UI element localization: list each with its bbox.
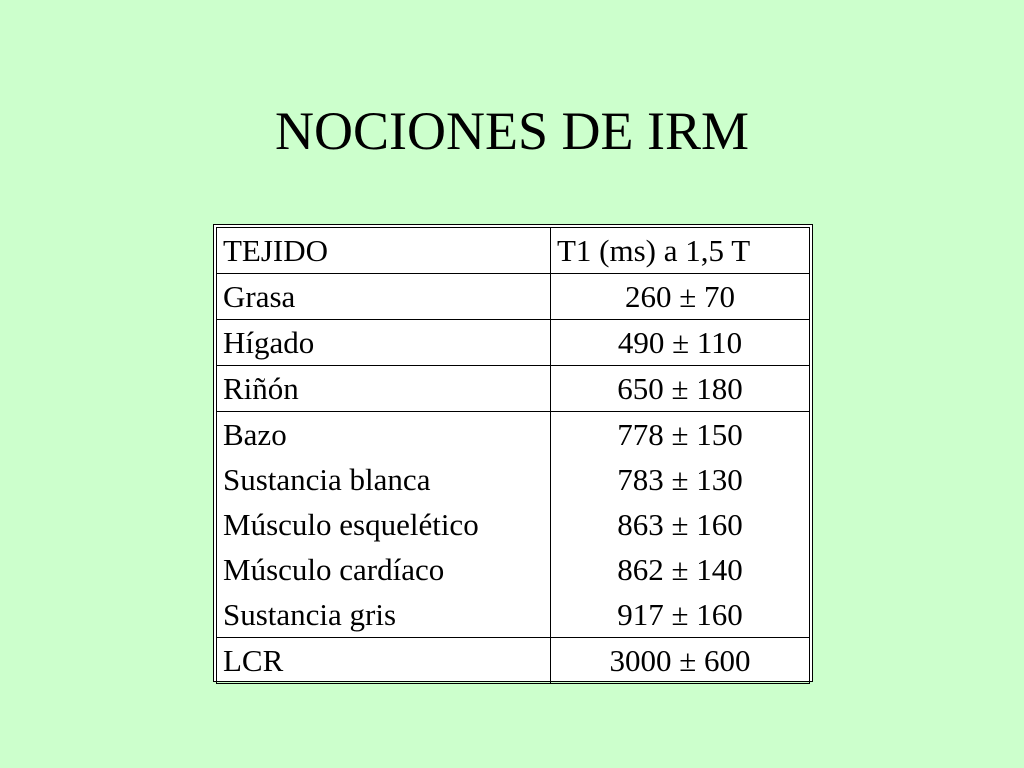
- table-row: [217, 320, 810, 366]
- t1-value: 650 ± 180: [617, 371, 743, 406]
- tissue-cell: [217, 638, 551, 684]
- tissue-cell: [217, 412, 551, 638]
- tissue-cell: [217, 320, 551, 366]
- t1-table-frame: [213, 224, 813, 682]
- value-cell: [551, 412, 810, 638]
- tissue-name: Sustancia gris: [223, 597, 397, 632]
- t1-value: 260 ± 70: [624, 279, 735, 314]
- table-row: [217, 366, 810, 412]
- tissue-name: Bazo: [223, 417, 287, 452]
- t1-value: 490 ± 110: [617, 325, 743, 360]
- tissue-name: Sustancia blanca: [223, 462, 431, 497]
- table-row: [217, 638, 810, 684]
- t1-value: 783 ± 130: [617, 462, 743, 497]
- tissue-name: Músculo cardíaco: [223, 552, 445, 587]
- table-row-group: [217, 412, 810, 638]
- tissue-name: Músculo esquelético: [223, 507, 479, 542]
- t1-value: 917 ± 160: [617, 597, 743, 632]
- value-cell: [551, 366, 810, 412]
- tissue-name: LCR: [223, 643, 284, 678]
- table-row: [217, 274, 810, 320]
- slide-title: NOCIONES DE IRM: [274, 101, 749, 161]
- t1-relaxation-table: [216, 227, 810, 684]
- t1-value: 863 ± 160: [617, 507, 743, 542]
- t1-value: 778 ± 150: [617, 417, 743, 452]
- t1-value: 3000 ± 600: [609, 643, 751, 678]
- tissue-name: Riñón: [223, 371, 299, 406]
- value-cell: [551, 320, 810, 366]
- value-cell: [551, 274, 810, 320]
- header-t1: T1 (ms) a 1,5 T: [551, 228, 810, 274]
- tissue-name: Grasa: [223, 279, 296, 314]
- tissue-name: Hígado: [223, 325, 315, 360]
- table-header-row: [217, 228, 810, 274]
- value-cell: [551, 638, 810, 684]
- t1-value: 862 ± 140: [617, 552, 743, 587]
- tissue-cell: [217, 366, 551, 412]
- header-tissue: TEJIDO: [217, 228, 551, 274]
- tissue-cell: [217, 274, 551, 320]
